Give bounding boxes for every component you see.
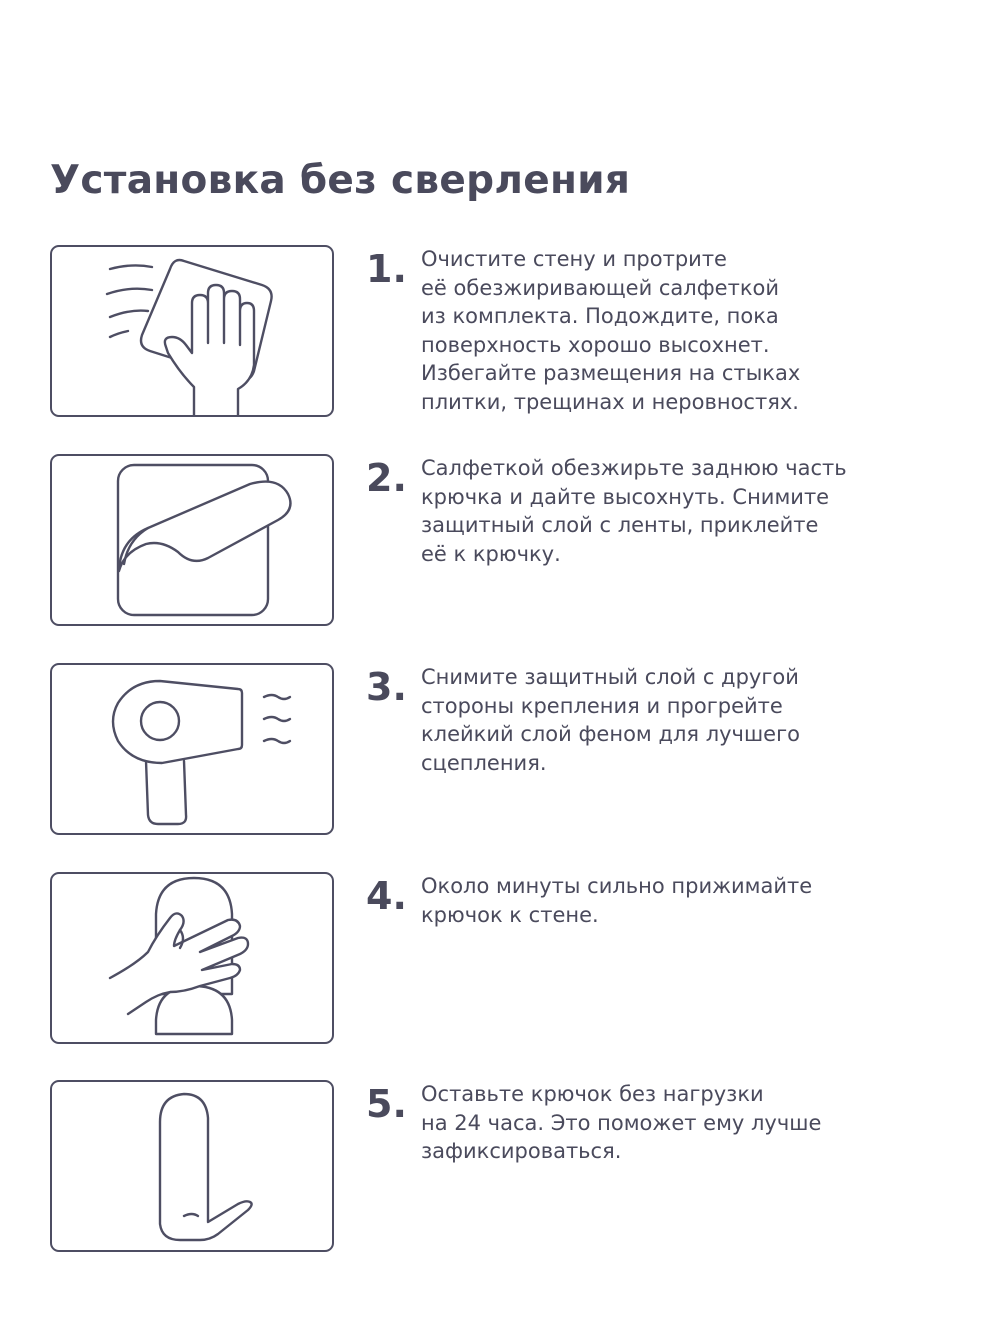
step-1-number: 1.: [366, 247, 407, 291]
step-4-illustration: [50, 872, 334, 1044]
step-3-text: Снимите защитный слой с другой стороны крепления и прогрейте клейкий слой феном для лучшего сцепления.: [421, 665, 800, 775]
peeling-tape-icon: [52, 456, 332, 624]
hand-wiping-cloth-icon: [52, 247, 332, 415]
step-3-number: 3.: [366, 665, 407, 709]
hand-pressing-hook-icon: [52, 874, 332, 1042]
hair-dryer-icon: [52, 665, 332, 833]
step-1-text: Очистите стену и протрите её обезжиривающей салфеткой из комплекта. Подождите, пока поверхность хорошо высохнет. Избегайте размещения на стыках плитки, трещинах и неровностях.: [421, 247, 801, 414]
hook-icon: [52, 1082, 332, 1250]
page-title: Установка без сверления: [50, 158, 631, 203]
step-2-text: Салфеткой обезжирьте заднюю часть крючка и дайте высохнуть. Снимите защитный слой с ленты, приклейте её к крючку.: [421, 456, 847, 566]
step-5-number: 5.: [366, 1082, 407, 1126]
step-5-illustration: [50, 1080, 334, 1252]
step-4-number: 4.: [366, 874, 407, 918]
step-2-number: 2.: [366, 456, 407, 500]
step-1: [0, 245, 1000, 417]
step-1-illustration: [50, 245, 334, 417]
step-5: [0, 1080, 1000, 1252]
step-2-illustration: [50, 454, 334, 626]
step-3: [0, 663, 1000, 835]
step-2: [0, 454, 1000, 626]
step-4: [0, 872, 1000, 1044]
step-5-text: Оставьте крючок без нагрузки на 24 часа. Это поможет ему лучше зафиксироваться.: [421, 1082, 822, 1163]
step-3-illustration: [50, 663, 334, 835]
step-4-text: Около минуты сильно прижимайте крючок к стене.: [421, 874, 813, 927]
